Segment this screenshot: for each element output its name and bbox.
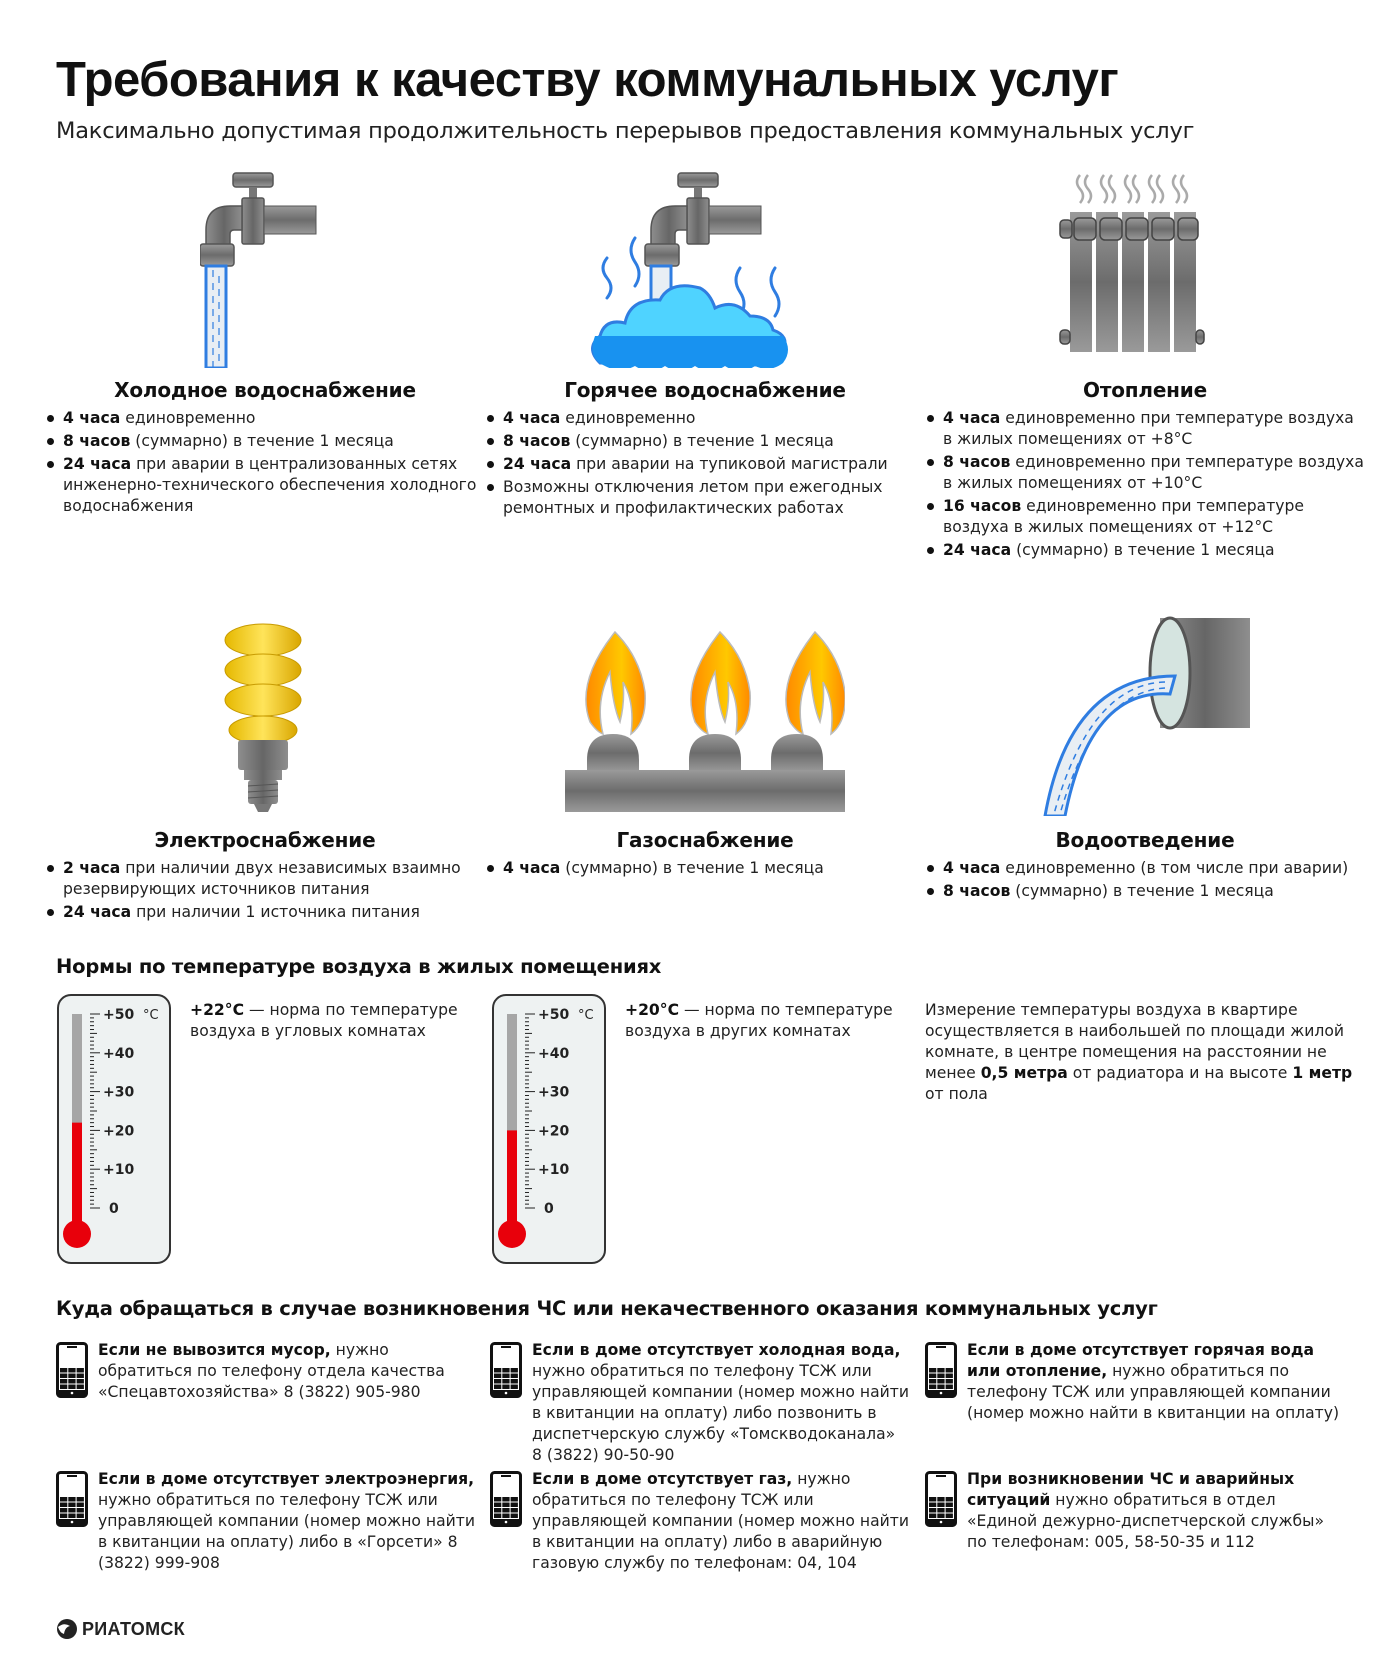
thermometer-bulb bbox=[498, 1220, 526, 1248]
contact-gas: Если в доме отсутствует газ, нужно обратиться по телефону ТСЖ или управляющей компании (номер можно найти в квитанции на оплату) либо в аварийную газовую службу по телефонам: 04, 104 bbox=[490, 1469, 910, 1574]
cold-water-tap-icon bbox=[200, 168, 320, 368]
scale-label: +10 bbox=[103, 1162, 135, 1179]
phone-icon bbox=[490, 1342, 522, 1402]
contact-cold-water: Если в доме отсутствует холодная вода, нужно обратиться по телефону ТСЖ или управляющей компании (номер можно найти в квитанции на оплату) либо позвонить в диспетчерскую службу «Томскводоканала» 8 (3822) 90-50-90 bbox=[490, 1340, 910, 1466]
list-item: 8 часов (суммарно) в течение 1 месяца bbox=[45, 431, 485, 452]
list-item: 24 часа при аварии на тупиковой магистрали bbox=[485, 454, 925, 475]
list-item: 24 часа (суммарно) в течение 1 месяца bbox=[925, 540, 1365, 561]
contacts-section-title: Куда обращаться в случае возникновения ЧС или некачественного оказания коммунальных услуг bbox=[56, 1297, 1158, 1320]
phone-icon bbox=[925, 1342, 957, 1402]
list-item: Возможны отключения летом при ежегодных ремонтных и профилактических работах bbox=[485, 477, 925, 519]
service-cold-water bbox=[45, 378, 485, 519]
phone-icon bbox=[56, 1471, 88, 1531]
drain-pipe-icon bbox=[1030, 616, 1250, 816]
phone-icon bbox=[490, 1471, 522, 1531]
scale-label: +20 bbox=[103, 1123, 135, 1140]
hot-water-tap-icon bbox=[585, 168, 795, 368]
other-rooms-norm: +20°C — норма по температуре воздуха в других комнатах bbox=[625, 1001, 893, 1040]
list-item: 4 часа единовременно (в том числе при аварии) bbox=[925, 858, 1365, 879]
scale-label: +10 bbox=[538, 1162, 570, 1179]
ria-tomsk-logo bbox=[56, 1618, 185, 1640]
list-item: 24 часа при наличии 1 источника питания bbox=[45, 902, 485, 923]
thermometer-mercury bbox=[507, 1130, 517, 1228]
list-item: 4 часа единовременно при температуре воздуха в жилых помещениях от +8°C bbox=[925, 408, 1365, 450]
scale-label: +50 bbox=[103, 1007, 135, 1023]
list-item: 4 часа единовременно bbox=[45, 408, 485, 429]
service-title: Электроснабжение bbox=[154, 828, 376, 852]
thermometer-other-rooms bbox=[492, 994, 606, 1264]
service-drainage bbox=[925, 828, 1365, 904]
service-items bbox=[45, 408, 485, 517]
phone-icon bbox=[56, 1342, 88, 1402]
temperature-section-title: Нормы по температуре воздуха в жилых помещениях bbox=[56, 955, 662, 978]
list-item: 4 часа (суммарно) в течение 1 месяца bbox=[485, 858, 925, 879]
page-subtitle: Максимально допустимая продолжительность перерывов предоставления коммунальных услуг bbox=[56, 118, 1195, 144]
list-item: 16 часов единовременно при температуре воздуха в жилых помещениях от +12°C bbox=[925, 496, 1365, 538]
logo-text: РИАТОМСК bbox=[82, 1618, 185, 1639]
service-items bbox=[925, 858, 1365, 902]
service-title: Газоснабжение bbox=[616, 828, 794, 852]
gas-burner-icon bbox=[565, 622, 845, 812]
unit-label: °C bbox=[578, 1008, 594, 1023]
contact-hot-water-heating: Если в доме отсутствует горячая вода или отопление, нужно обратиться по телефону ТСЖ или управляющей компании (номер можно найти в квитанции на оплату) bbox=[925, 1340, 1345, 1424]
measurement-note: Измерение температуры воздуха в квартире осуществляется в наибольшей по площади жилой комнате, в центре помещения на расстоянии не менее 0,5 метра от радиатора и на высоте 1 метр от пола bbox=[925, 1001, 1353, 1103]
list-item: 8 часов (суммарно) в течение 1 месяца bbox=[925, 881, 1365, 902]
logo-mark-icon bbox=[56, 1618, 78, 1640]
service-electricity bbox=[45, 828, 485, 925]
contact-emergency: При возникновении ЧС и аварийных ситуаций нужно обратиться в отдел «Единой дежурно-диспетчерской службы» по телефонам: 005, 58-50-35 и 112 bbox=[925, 1469, 1345, 1553]
service-title: Горячее водоснабжение bbox=[564, 378, 846, 402]
service-hot-water bbox=[485, 378, 925, 521]
scale-label: +50 bbox=[538, 1007, 570, 1023]
service-gas bbox=[485, 828, 925, 881]
list-item: 8 часов единовременно при температуре воздуха в жилых помещениях от +10°C bbox=[925, 452, 1365, 494]
thermometer-bulb bbox=[63, 1220, 91, 1248]
service-title: Отопление bbox=[1083, 378, 1207, 402]
service-items bbox=[925, 408, 1365, 561]
thermometer-corner-rooms bbox=[57, 994, 171, 1264]
radiator-icon bbox=[1055, 170, 1205, 360]
service-title: Водоотведение bbox=[1055, 828, 1235, 852]
service-title: Холодное водоснабжение bbox=[114, 378, 416, 402]
service-items bbox=[485, 858, 925, 879]
scale-label: 0 bbox=[109, 1201, 119, 1217]
contact-electricity: Если в доме отсутствует электроэнергия, нужно обратиться по телефону ТСЖ или управляющей компании (номер можно найти в квитанции на оплату) либо в «Горсети» 8 (3822) 999-908 bbox=[56, 1469, 476, 1574]
list-item: 8 часов (суммарно) в течение 1 месяца bbox=[485, 431, 925, 452]
service-items bbox=[485, 408, 925, 519]
scale-label: +40 bbox=[538, 1045, 570, 1062]
list-item: 24 часа при аварии в централизованных сетях инженерно-технического обеспечения холодного водоснабжения bbox=[45, 454, 485, 517]
corner-rooms-norm: +22°C — норма по температуре воздуха в угловых комнатах bbox=[190, 1001, 458, 1040]
scale-label: +30 bbox=[538, 1084, 570, 1101]
scale-label: +20 bbox=[538, 1123, 570, 1140]
scale-label: +40 bbox=[103, 1045, 135, 1062]
contact-garbage: Если не вывозится мусор, нужно обратиться по телефону отдела качества «Спецавтохозяйства» 8 (3822) 905-980 bbox=[56, 1340, 476, 1403]
service-items bbox=[45, 858, 485, 923]
phone-icon bbox=[925, 1471, 957, 1531]
thermometer-mercury bbox=[72, 1123, 82, 1228]
unit-label: °C bbox=[143, 1008, 159, 1023]
light-bulb-icon bbox=[218, 622, 308, 812]
page-title: Требования к качеству коммунальных услуг bbox=[56, 53, 1119, 107]
scale-label: +30 bbox=[103, 1084, 135, 1101]
service-heating bbox=[925, 378, 1365, 563]
scale-label: 0 bbox=[544, 1201, 554, 1217]
list-item: 4 часа единовременно bbox=[485, 408, 925, 429]
list-item: 2 часа при наличии двух независимых взаимно резервирующих источников питания bbox=[45, 858, 485, 900]
